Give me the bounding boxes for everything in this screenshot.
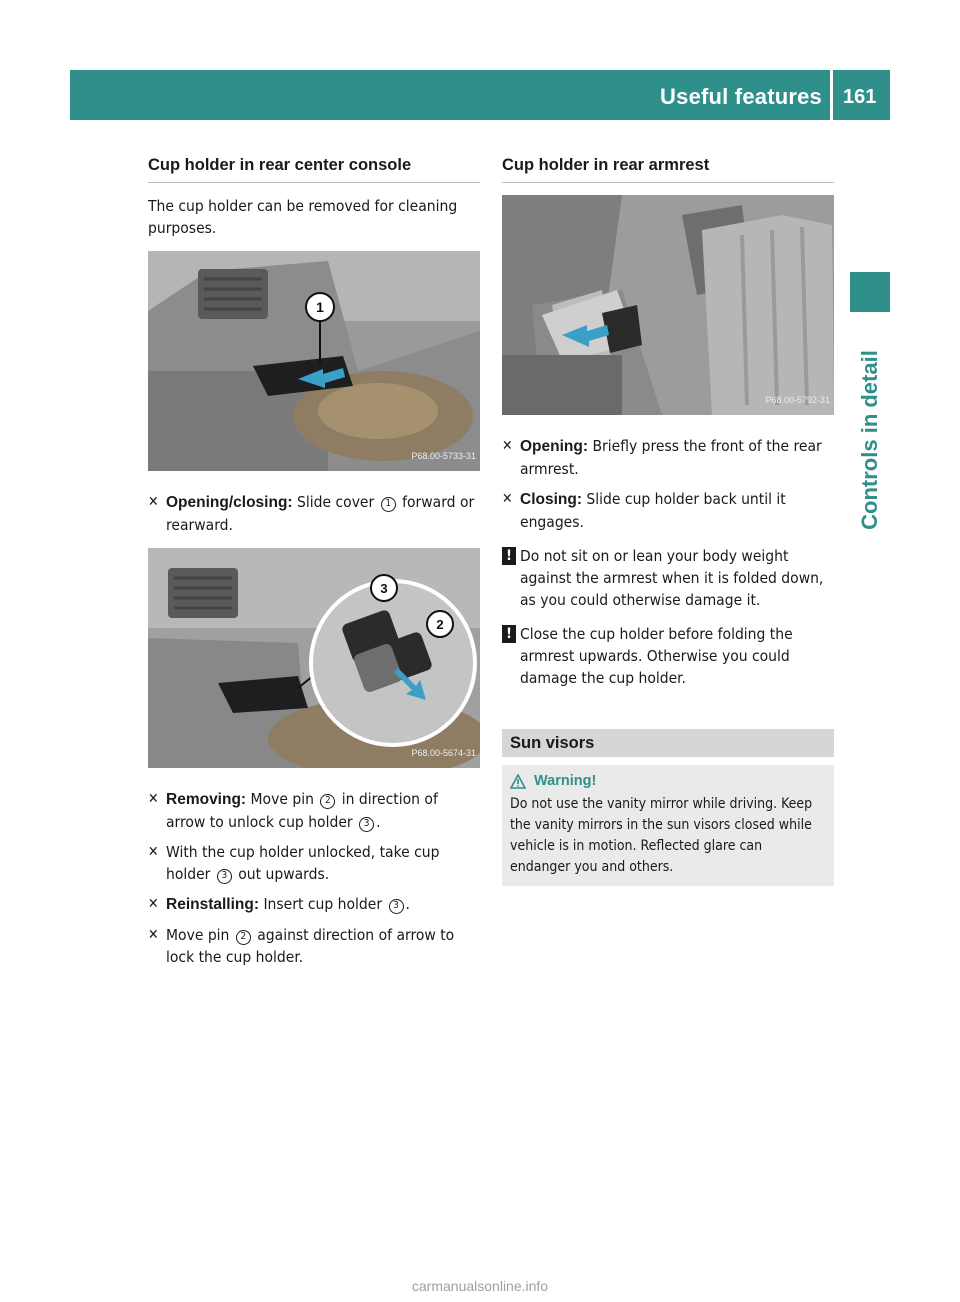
instruction-step: ✕ Reinstalling: Insert cup holder 3 . <box>148 895 410 913</box>
exclamation-icon: ! <box>502 625 516 643</box>
warning-title: Warning! <box>510 771 826 792</box>
right-column <box>502 150 834 886</box>
warning-triangle-icon <box>510 774 526 789</box>
left-column <box>148 150 480 976</box>
figure-code: P68.00-5674-31 <box>411 748 476 758</box>
step-marker-icon: ✕ <box>148 844 159 860</box>
instruction-step: ✕ Opening/closing: Slide cover 1 forward or rearward. <box>148 493 475 534</box>
caution-note: ! Do not sit on or lean your body weight against the armrest when it is folded down, as you could otherwise damage it. <box>502 545 834 611</box>
warning-text: Do not use the vanity mirror while driving. Keep the vanity mirrors in the sun visors closed while vehicle is in motion. Reflected glare can endanger you and others. <box>510 796 813 875</box>
figure-code: P68.00-5733-31 <box>411 451 476 461</box>
exclamation-icon: ! <box>502 547 516 565</box>
instruction-step: ✕ Closing: Slide cup holder back until it engages. <box>502 490 786 531</box>
callout-ref: 2 <box>236 930 251 945</box>
callout-2-label: 2 <box>436 617 444 632</box>
step-marker-icon: ✕ <box>148 927 159 943</box>
section-heading-sun-visors: Sun visors <box>502 729 834 757</box>
instruction-step: ✕ Opening: Briefly press the front of the rear armrest. <box>502 437 822 478</box>
callout-ref: 1 <box>381 497 396 512</box>
figure-cup-holder-pin <box>148 548 480 768</box>
callout-3-label: 3 <box>380 581 388 596</box>
step-marker-icon: ✕ <box>502 438 513 454</box>
callout-1-label: 1 <box>316 299 324 315</box>
callout-ref: 2 <box>320 794 335 809</box>
side-tab-label: Controls in detail <box>857 350 882 530</box>
figure-rear-console-cover <box>148 251 480 471</box>
header-divider <box>830 70 833 120</box>
air-vent-left <box>198 269 268 319</box>
warning-box <box>502 765 834 886</box>
seat-back-right <box>702 215 834 415</box>
instruction-step: ✕ Removing: Move pin 2 in direction of arrow to unlock cup holder 3 . <box>148 790 438 831</box>
step-marker-icon: ✕ <box>148 494 159 510</box>
step-marker-icon: ✕ <box>148 791 159 807</box>
step-marker-icon: ✕ <box>148 896 159 912</box>
step-marker-icon: ✕ <box>502 491 513 507</box>
caution-note: ! Close the cup holder before folding the armrest upwards. Otherwise you could damage the cup holder. <box>502 623 834 689</box>
header-title: Useful features <box>660 84 822 109</box>
callout-ref: 3 <box>217 869 232 884</box>
figure-rear-armrest <box>502 195 834 415</box>
intro-paragraph: The cup holder can be removed for cleaning purposes. <box>148 197 458 237</box>
watermark: carmanualsonline.info <box>411 1278 549 1294</box>
callout-ref: 3 <box>359 817 374 832</box>
callout-ref: 3 <box>389 899 404 914</box>
section-title-rear-console: Cup holder in rear center console <box>148 154 480 183</box>
section-title-rear-armrest: Cup holder in rear armrest <box>502 154 834 183</box>
instruction-step: ✕ Move pin 2 against direction of arrow to lock the cup holder. <box>148 926 455 966</box>
page-number: 161 <box>843 86 877 108</box>
instruction-step: ✕ With the cup holder unlocked, take cup holder 3 out upwards. <box>148 843 440 883</box>
side-tab-marker <box>850 272 890 312</box>
figure-code: P68.00-5792-31 <box>765 395 830 405</box>
